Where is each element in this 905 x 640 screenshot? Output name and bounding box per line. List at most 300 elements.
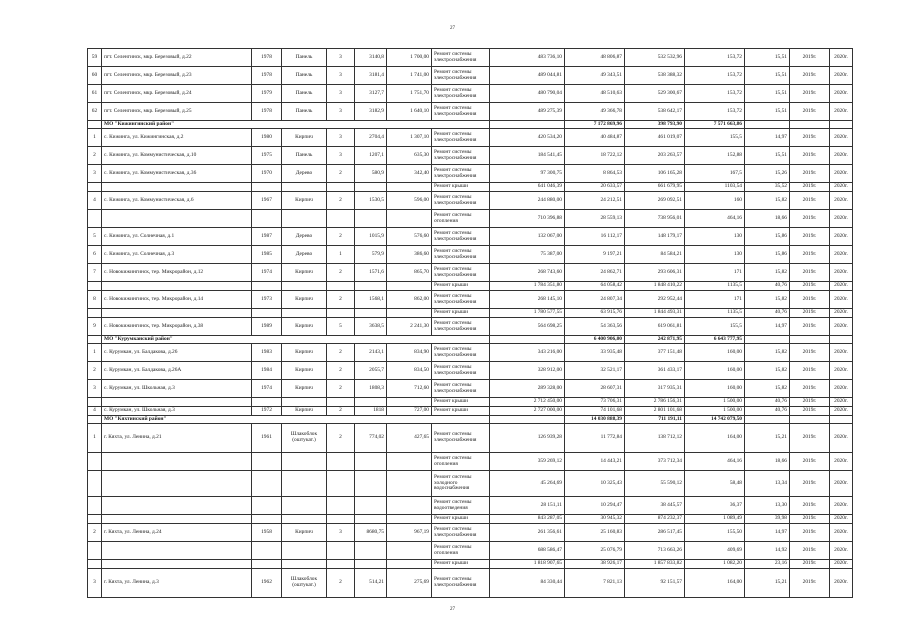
year-end: 2020г. bbox=[830, 515, 853, 524]
unit-supervision: 15,21 bbox=[745, 424, 790, 453]
floors: 2 bbox=[327, 380, 355, 398]
work-type: Ремонт крыши bbox=[432, 560, 490, 569]
cost-work: 132 067,00 bbox=[490, 228, 565, 246]
work-type: Ремонт системы отопления bbox=[432, 542, 490, 560]
unit-supervision: 39,98 bbox=[745, 515, 790, 524]
cost-total: 373 712,34 bbox=[625, 453, 685, 471]
floors: 5 bbox=[327, 318, 355, 336]
build-year: 1972 bbox=[252, 407, 282, 416]
cost-total: 148 179,17 bbox=[625, 228, 685, 246]
work-type: Ремонт крыши bbox=[432, 282, 490, 291]
unit-cost: 164,00 bbox=[685, 569, 745, 598]
unit-supervision: 15,82 bbox=[745, 192, 790, 210]
row-number: 6 bbox=[88, 246, 102, 264]
address: с. Кижинга, ул. Солнечная, д.1 bbox=[102, 228, 252, 246]
floors: 3 bbox=[327, 524, 355, 542]
total-area: 2704,4 bbox=[355, 129, 387, 147]
unit-supervision: 35,52 bbox=[745, 183, 790, 192]
row-number bbox=[88, 282, 102, 291]
work-type: Ремонт системы электроснабжения bbox=[432, 524, 490, 542]
work-type: Ремонт системы электроснабжения bbox=[432, 291, 490, 309]
wall-material bbox=[282, 183, 327, 192]
year-start: 2019г. bbox=[790, 569, 830, 598]
unit-cost: 155,5 bbox=[685, 129, 745, 147]
work-row bbox=[88, 398, 853, 407]
address: г. Кяхта, ул. Ленина, д.3 bbox=[102, 569, 252, 598]
blank-cell bbox=[490, 336, 565, 344]
wall-material: Панель bbox=[282, 85, 327, 103]
unit-cost: 130 bbox=[685, 228, 745, 246]
wall-material: Кирпич bbox=[282, 524, 327, 542]
cost-total: 619 061,81 bbox=[625, 318, 685, 336]
building-row bbox=[88, 569, 853, 598]
work-type: Ремонт системы водоотведения bbox=[432, 497, 490, 515]
year-start: 2019г. bbox=[790, 318, 830, 336]
cost-work: 480 790,04 bbox=[490, 85, 565, 103]
cost-work: 489 275,39 bbox=[490, 103, 565, 121]
work-type: Ремонт крыши bbox=[432, 398, 490, 407]
wall-material: Дерево bbox=[282, 165, 327, 183]
year-end: 2020г. bbox=[830, 524, 853, 542]
build-year: 1967 bbox=[252, 192, 282, 210]
floors bbox=[327, 398, 355, 407]
work-type: Ремонт системы электроснабжения bbox=[432, 569, 490, 598]
cost-work: 2 712 450,00 bbox=[490, 398, 565, 407]
cost-work: 261 356,61 bbox=[490, 524, 565, 542]
address bbox=[102, 453, 252, 471]
row-number bbox=[88, 453, 102, 471]
building-row bbox=[88, 103, 853, 121]
unit-supervision: 15,51 bbox=[745, 147, 790, 165]
cost-total: 713 663,26 bbox=[625, 542, 685, 560]
unit-cost: 155,5 bbox=[685, 318, 745, 336]
cost-work: 28 151,11 bbox=[490, 497, 565, 515]
year-end: 2020г. bbox=[830, 471, 853, 497]
unit-supervision: 15,82 bbox=[745, 291, 790, 309]
cost-work: 268 743,60 bbox=[490, 264, 565, 282]
unit-cost: 464,16 bbox=[685, 453, 745, 471]
subtotal-sum-1: 6 400 906,00 bbox=[565, 336, 625, 344]
cost-total: 738 956,01 bbox=[625, 210, 685, 228]
unit-supervision: 15,51 bbox=[745, 67, 790, 85]
wall-material bbox=[282, 515, 327, 524]
year-start: 2019г. bbox=[790, 264, 830, 282]
living-area: 862,00 bbox=[387, 291, 432, 309]
cost-supervision: 54 363,56 bbox=[565, 318, 625, 336]
district-subtotal-row bbox=[88, 336, 853, 344]
address: с. Кижинга, ул. Солнечная, д.3 bbox=[102, 246, 252, 264]
living-area: 1 751,70 bbox=[387, 85, 432, 103]
row-number: 1 bbox=[88, 129, 102, 147]
blank-cell bbox=[745, 416, 790, 424]
subtotal-sum-2: 711 191,11 bbox=[625, 416, 685, 424]
unit-supervision: 40,76 bbox=[745, 282, 790, 291]
work-type: Ремонт крыши bbox=[432, 183, 490, 192]
building-row bbox=[88, 246, 853, 264]
row-number bbox=[88, 497, 102, 515]
blank-cell bbox=[830, 336, 853, 344]
unit-cost: 36,37 bbox=[685, 497, 745, 515]
row-number bbox=[88, 471, 102, 497]
cost-work: 244 880,00 bbox=[490, 192, 565, 210]
total-area: 8680,75 bbox=[355, 524, 387, 542]
address: с. Курумкан, ул. Школьная, д.3 bbox=[102, 380, 252, 398]
row-number: 62 bbox=[88, 103, 102, 121]
row-number: 61 bbox=[88, 85, 102, 103]
work-type: Ремонт системы электроснабжения bbox=[432, 192, 490, 210]
living-area: 635,30 bbox=[387, 147, 432, 165]
cost-work: 126 939,28 bbox=[490, 424, 565, 453]
subtotal-sum-3: 6 643 777,95 bbox=[685, 336, 745, 344]
year-end: 2020г. bbox=[830, 453, 853, 471]
living-area: 865,70 bbox=[387, 264, 432, 282]
district-name: МО "Кяхтинский район" bbox=[102, 416, 490, 424]
address: с. Курумкан, ул. Балдакова, д.26А bbox=[102, 362, 252, 380]
cost-supervision: 16 112,17 bbox=[565, 228, 625, 246]
cost-total: 138 712,12 bbox=[625, 424, 685, 453]
building-row bbox=[88, 362, 853, 380]
building-row bbox=[88, 424, 853, 453]
total-area bbox=[355, 309, 387, 318]
wall-material: Кирпич bbox=[282, 129, 327, 147]
living-area: 596,00 bbox=[387, 192, 432, 210]
total-area: 1207,1 bbox=[355, 147, 387, 165]
floors bbox=[327, 309, 355, 318]
total-area bbox=[355, 515, 387, 524]
work-type: Ремонт системы электроснабжения bbox=[432, 129, 490, 147]
floors bbox=[327, 210, 355, 228]
cost-total: 874 232,37 bbox=[625, 515, 685, 524]
year-end: 2020г. bbox=[830, 291, 853, 309]
unit-supervision: 15,82 bbox=[745, 380, 790, 398]
living-area: 834,90 bbox=[387, 344, 432, 362]
row-number: 5 bbox=[88, 228, 102, 246]
work-type: Ремонт крыши bbox=[432, 407, 490, 416]
year-end: 2020г. bbox=[830, 344, 853, 362]
cost-work: 75 387,00 bbox=[490, 246, 565, 264]
cost-total: 317 935,31 bbox=[625, 380, 685, 398]
build-year bbox=[252, 453, 282, 471]
cost-total: 1 857 833,82 bbox=[625, 560, 685, 569]
year-start: 2019г. bbox=[790, 380, 830, 398]
cost-supervision: 10 294,47 bbox=[565, 497, 625, 515]
cost-supervision: 30 945,32 bbox=[565, 515, 625, 524]
cost-work: 45 264,69 bbox=[490, 471, 565, 497]
blank-cell bbox=[830, 416, 853, 424]
work-row bbox=[88, 309, 853, 318]
cost-supervision: 28 559,13 bbox=[565, 210, 625, 228]
total-area: 3181,4 bbox=[355, 67, 387, 85]
year-start: 2019г. bbox=[790, 228, 830, 246]
build-year bbox=[252, 398, 282, 407]
unit-supervision: 40,76 bbox=[745, 407, 790, 416]
floors bbox=[327, 515, 355, 524]
cost-work: 2 727 000,00 bbox=[490, 407, 565, 416]
living-area bbox=[387, 471, 432, 497]
subtotal-sum-1: 14 030 888,39 bbox=[565, 416, 625, 424]
build-year: 1975 bbox=[252, 147, 282, 165]
work-type: Ремонт системы электроснабжения bbox=[432, 424, 490, 453]
build-year bbox=[252, 542, 282, 560]
living-area: 834,50 bbox=[387, 362, 432, 380]
row-number: 7 bbox=[88, 264, 102, 282]
row-number: 8 bbox=[88, 291, 102, 309]
build-year: 1979 bbox=[252, 85, 282, 103]
year-end: 2020г. bbox=[830, 103, 853, 121]
wall-material bbox=[282, 542, 327, 560]
cost-supervision: 14 443,21 bbox=[565, 453, 625, 471]
year-end: 2020г. bbox=[830, 67, 853, 85]
total-area bbox=[355, 282, 387, 291]
wall-material bbox=[282, 282, 327, 291]
cost-supervision: 28 607,31 bbox=[565, 380, 625, 398]
blank-cell bbox=[745, 336, 790, 344]
unit-supervision: 14,92 bbox=[745, 542, 790, 560]
total-area: 2143,1 bbox=[355, 344, 387, 362]
build-year: 1974 bbox=[252, 264, 282, 282]
work-row bbox=[88, 560, 853, 569]
living-area: 342,40 bbox=[387, 165, 432, 183]
cost-total: 538 642,17 bbox=[625, 103, 685, 121]
build-year: 1980 bbox=[252, 129, 282, 147]
unit-supervision: 23,16 bbox=[745, 560, 790, 569]
wall-material: Кирпич bbox=[282, 380, 327, 398]
floors: 2 bbox=[327, 291, 355, 309]
year-end: 2020г. bbox=[830, 380, 853, 398]
row-number bbox=[88, 560, 102, 569]
blank-cell bbox=[88, 121, 102, 129]
address bbox=[102, 560, 252, 569]
year-end: 2020г. bbox=[830, 424, 853, 453]
cost-total: 92 151,57 bbox=[625, 569, 685, 598]
living-area: 1 741,00 bbox=[387, 67, 432, 85]
living-area bbox=[387, 398, 432, 407]
unit-cost: 152,88 bbox=[685, 147, 745, 165]
year-start: 2019г. bbox=[790, 147, 830, 165]
work-type: Ремонт системы электроснабжения bbox=[432, 67, 490, 85]
cost-supervision: 9 197,21 bbox=[565, 246, 625, 264]
year-start: 2019г. bbox=[790, 291, 830, 309]
row-number: 3 bbox=[88, 569, 102, 598]
living-area: 2 241,30 bbox=[387, 318, 432, 336]
total-area: 774,02 bbox=[355, 424, 387, 453]
total-area: 1818 bbox=[355, 407, 387, 416]
building-row bbox=[88, 147, 853, 165]
district-name: МО "Кижингинский район" bbox=[102, 121, 490, 129]
cost-work: 420 534,20 bbox=[490, 129, 565, 147]
row-number: 3 bbox=[88, 165, 102, 183]
cost-work: 1 818 907,65 bbox=[490, 560, 565, 569]
year-end: 2020г. bbox=[830, 129, 853, 147]
unit-cost: 1135,5 bbox=[685, 282, 745, 291]
building-row bbox=[88, 318, 853, 336]
year-start: 2019г. bbox=[790, 407, 830, 416]
floors bbox=[327, 497, 355, 515]
cost-supervision: 11 772,84 bbox=[565, 424, 625, 453]
build-year: 1958 bbox=[252, 524, 282, 542]
work-type: Ремонт системы электроснабжения bbox=[432, 362, 490, 380]
floors: 3 bbox=[327, 103, 355, 121]
total-area: 1571,6 bbox=[355, 264, 387, 282]
unit-cost: 160,00 bbox=[685, 362, 745, 380]
living-area: 427,65 bbox=[387, 424, 432, 453]
year-start: 2019г. bbox=[790, 560, 830, 569]
work-type: Ремонт системы отопления bbox=[432, 210, 490, 228]
row-number: 1 bbox=[88, 424, 102, 453]
cost-supervision: 25 076,79 bbox=[565, 542, 625, 560]
row-number: 9 bbox=[88, 318, 102, 336]
building-row bbox=[88, 291, 853, 309]
address: пгт. Селенгинск, мкр. Березовый, д.24 bbox=[102, 85, 252, 103]
year-end: 2020г. bbox=[830, 398, 853, 407]
wall-material: Кирпич bbox=[282, 344, 327, 362]
subtotal-sum-2: 242 871,95 bbox=[625, 336, 685, 344]
total-area: 1015,9 bbox=[355, 228, 387, 246]
cost-work: 843 287,05 bbox=[490, 515, 565, 524]
year-start: 2019г. bbox=[790, 453, 830, 471]
year-end: 2020г. bbox=[830, 210, 853, 228]
cost-total: 2 801 101,68 bbox=[625, 407, 685, 416]
address bbox=[102, 183, 252, 192]
floors: 2 bbox=[327, 569, 355, 598]
wall-material: Панель bbox=[282, 49, 327, 67]
year-start: 2019г. bbox=[790, 515, 830, 524]
subtotal-sum-2: 398 793,90 bbox=[625, 121, 685, 129]
cost-supervision: 64 058,42 bbox=[565, 282, 625, 291]
address bbox=[102, 282, 252, 291]
build-year bbox=[252, 282, 282, 291]
year-end: 2020г. bbox=[830, 407, 853, 416]
cost-total: 2 786 156,31 bbox=[625, 398, 685, 407]
address bbox=[102, 497, 252, 515]
total-area bbox=[355, 497, 387, 515]
cost-work: 641 046,39 bbox=[490, 183, 565, 192]
row-number: 60 bbox=[88, 67, 102, 85]
unit-cost: 1 082,20 bbox=[685, 560, 745, 569]
living-area bbox=[387, 183, 432, 192]
work-row bbox=[88, 515, 853, 524]
cost-supervision: 32 521,17 bbox=[565, 362, 625, 380]
address: с. Кижинга, ул. Кижингинская, д.2 bbox=[102, 129, 252, 147]
subtotal-sum-1: 7 172 869,96 bbox=[565, 121, 625, 129]
year-end: 2020г. bbox=[830, 264, 853, 282]
build-year bbox=[252, 515, 282, 524]
address bbox=[102, 542, 252, 560]
cost-work: 710 396,88 bbox=[490, 210, 565, 228]
work-type: Ремонт системы холодного водоснабжения bbox=[432, 471, 490, 497]
building-row bbox=[88, 228, 853, 246]
build-year: 1978 bbox=[252, 103, 282, 121]
unit-supervision: 15,86 bbox=[745, 246, 790, 264]
unit-cost: 58,48 bbox=[685, 471, 745, 497]
unit-supervision: 14,97 bbox=[745, 129, 790, 147]
unit-cost: 153,72 bbox=[685, 67, 745, 85]
floors bbox=[327, 560, 355, 569]
floors: 3 bbox=[327, 49, 355, 67]
unit-cost: 160,00 bbox=[685, 344, 745, 362]
floors bbox=[327, 183, 355, 192]
subtotal-sum-3: 7 571 663,86 bbox=[685, 121, 745, 129]
address: пгт. Селенгинск, мкр. Березовый, д.22 bbox=[102, 49, 252, 67]
year-end: 2020г. bbox=[830, 147, 853, 165]
year-start: 2019г. bbox=[790, 49, 830, 67]
unit-cost: 1135,5 bbox=[685, 309, 745, 318]
build-year bbox=[252, 471, 282, 497]
year-start: 2019г. bbox=[790, 246, 830, 264]
unit-supervision: 18,66 bbox=[745, 210, 790, 228]
address: г. Кяхта, ул. Ленина, д.21 bbox=[102, 424, 252, 453]
unit-cost: 171 bbox=[685, 291, 745, 309]
work-row bbox=[88, 497, 853, 515]
build-year: 1962 bbox=[252, 569, 282, 598]
blank-cell bbox=[88, 416, 102, 424]
unit-cost: 153,72 bbox=[685, 49, 745, 67]
total-area: 514,21 bbox=[355, 569, 387, 598]
row-number bbox=[88, 542, 102, 560]
living-area: 576,60 bbox=[387, 228, 432, 246]
year-start: 2019г. bbox=[790, 183, 830, 192]
work-type: Ремонт системы электроснабжения bbox=[432, 85, 490, 103]
year-end: 2020г. bbox=[830, 246, 853, 264]
total-area: 3127,7 bbox=[355, 85, 387, 103]
unit-cost: 155,50 bbox=[685, 524, 745, 542]
work-type: Ремонт системы электроснабжения bbox=[432, 246, 490, 264]
cost-supervision: 24 212,51 bbox=[565, 192, 625, 210]
floors: 2 bbox=[327, 344, 355, 362]
unit-supervision: 15,82 bbox=[745, 264, 790, 282]
cost-total: 38 445,57 bbox=[625, 497, 685, 515]
unit-cost: 171 bbox=[685, 264, 745, 282]
address bbox=[102, 398, 252, 407]
cost-total: 529 300,67 bbox=[625, 85, 685, 103]
total-area: 3140,8 bbox=[355, 49, 387, 67]
build-year: 1987 bbox=[252, 228, 282, 246]
work-type: Ремонт системы отопления bbox=[432, 453, 490, 471]
work-type: Ремонт системы электроснабжения bbox=[432, 318, 490, 336]
year-end: 2020г. bbox=[830, 192, 853, 210]
living-area: 1 307,10 bbox=[387, 129, 432, 147]
year-end: 2020г. bbox=[830, 183, 853, 192]
row-number bbox=[88, 183, 102, 192]
work-row bbox=[88, 453, 853, 471]
cost-total: 203 263,57 bbox=[625, 147, 685, 165]
address: с. Кижинга, ул. Коммунистическая, д.10 bbox=[102, 147, 252, 165]
cost-total: 293 606,31 bbox=[625, 264, 685, 282]
work-type: Ремонт крыши bbox=[432, 309, 490, 318]
blank-cell bbox=[790, 121, 830, 129]
cost-supervision: 33 935,48 bbox=[565, 344, 625, 362]
building-row bbox=[88, 524, 853, 542]
wall-material: Панель bbox=[282, 147, 327, 165]
cost-work: 289 328,00 bbox=[490, 380, 565, 398]
cost-work: 1 780 577,55 bbox=[490, 309, 565, 318]
unit-supervision: 13,34 bbox=[745, 471, 790, 497]
unit-supervision: 15,82 bbox=[745, 362, 790, 380]
work-type: Ремонт системы электроснабжения bbox=[432, 147, 490, 165]
build-year: 1978 bbox=[252, 49, 282, 67]
living-area bbox=[387, 560, 432, 569]
total-area: 2055,7 bbox=[355, 362, 387, 380]
total-area: 3638,5 bbox=[355, 318, 387, 336]
living-area: 1 640,10 bbox=[387, 103, 432, 121]
unit-cost: 130 bbox=[685, 246, 745, 264]
year-end: 2020г. bbox=[830, 542, 853, 560]
build-year bbox=[252, 183, 282, 192]
floors bbox=[327, 282, 355, 291]
floors: 2 bbox=[327, 407, 355, 416]
blank-cell bbox=[490, 121, 565, 129]
cost-supervision: 24 807,34 bbox=[565, 291, 625, 309]
